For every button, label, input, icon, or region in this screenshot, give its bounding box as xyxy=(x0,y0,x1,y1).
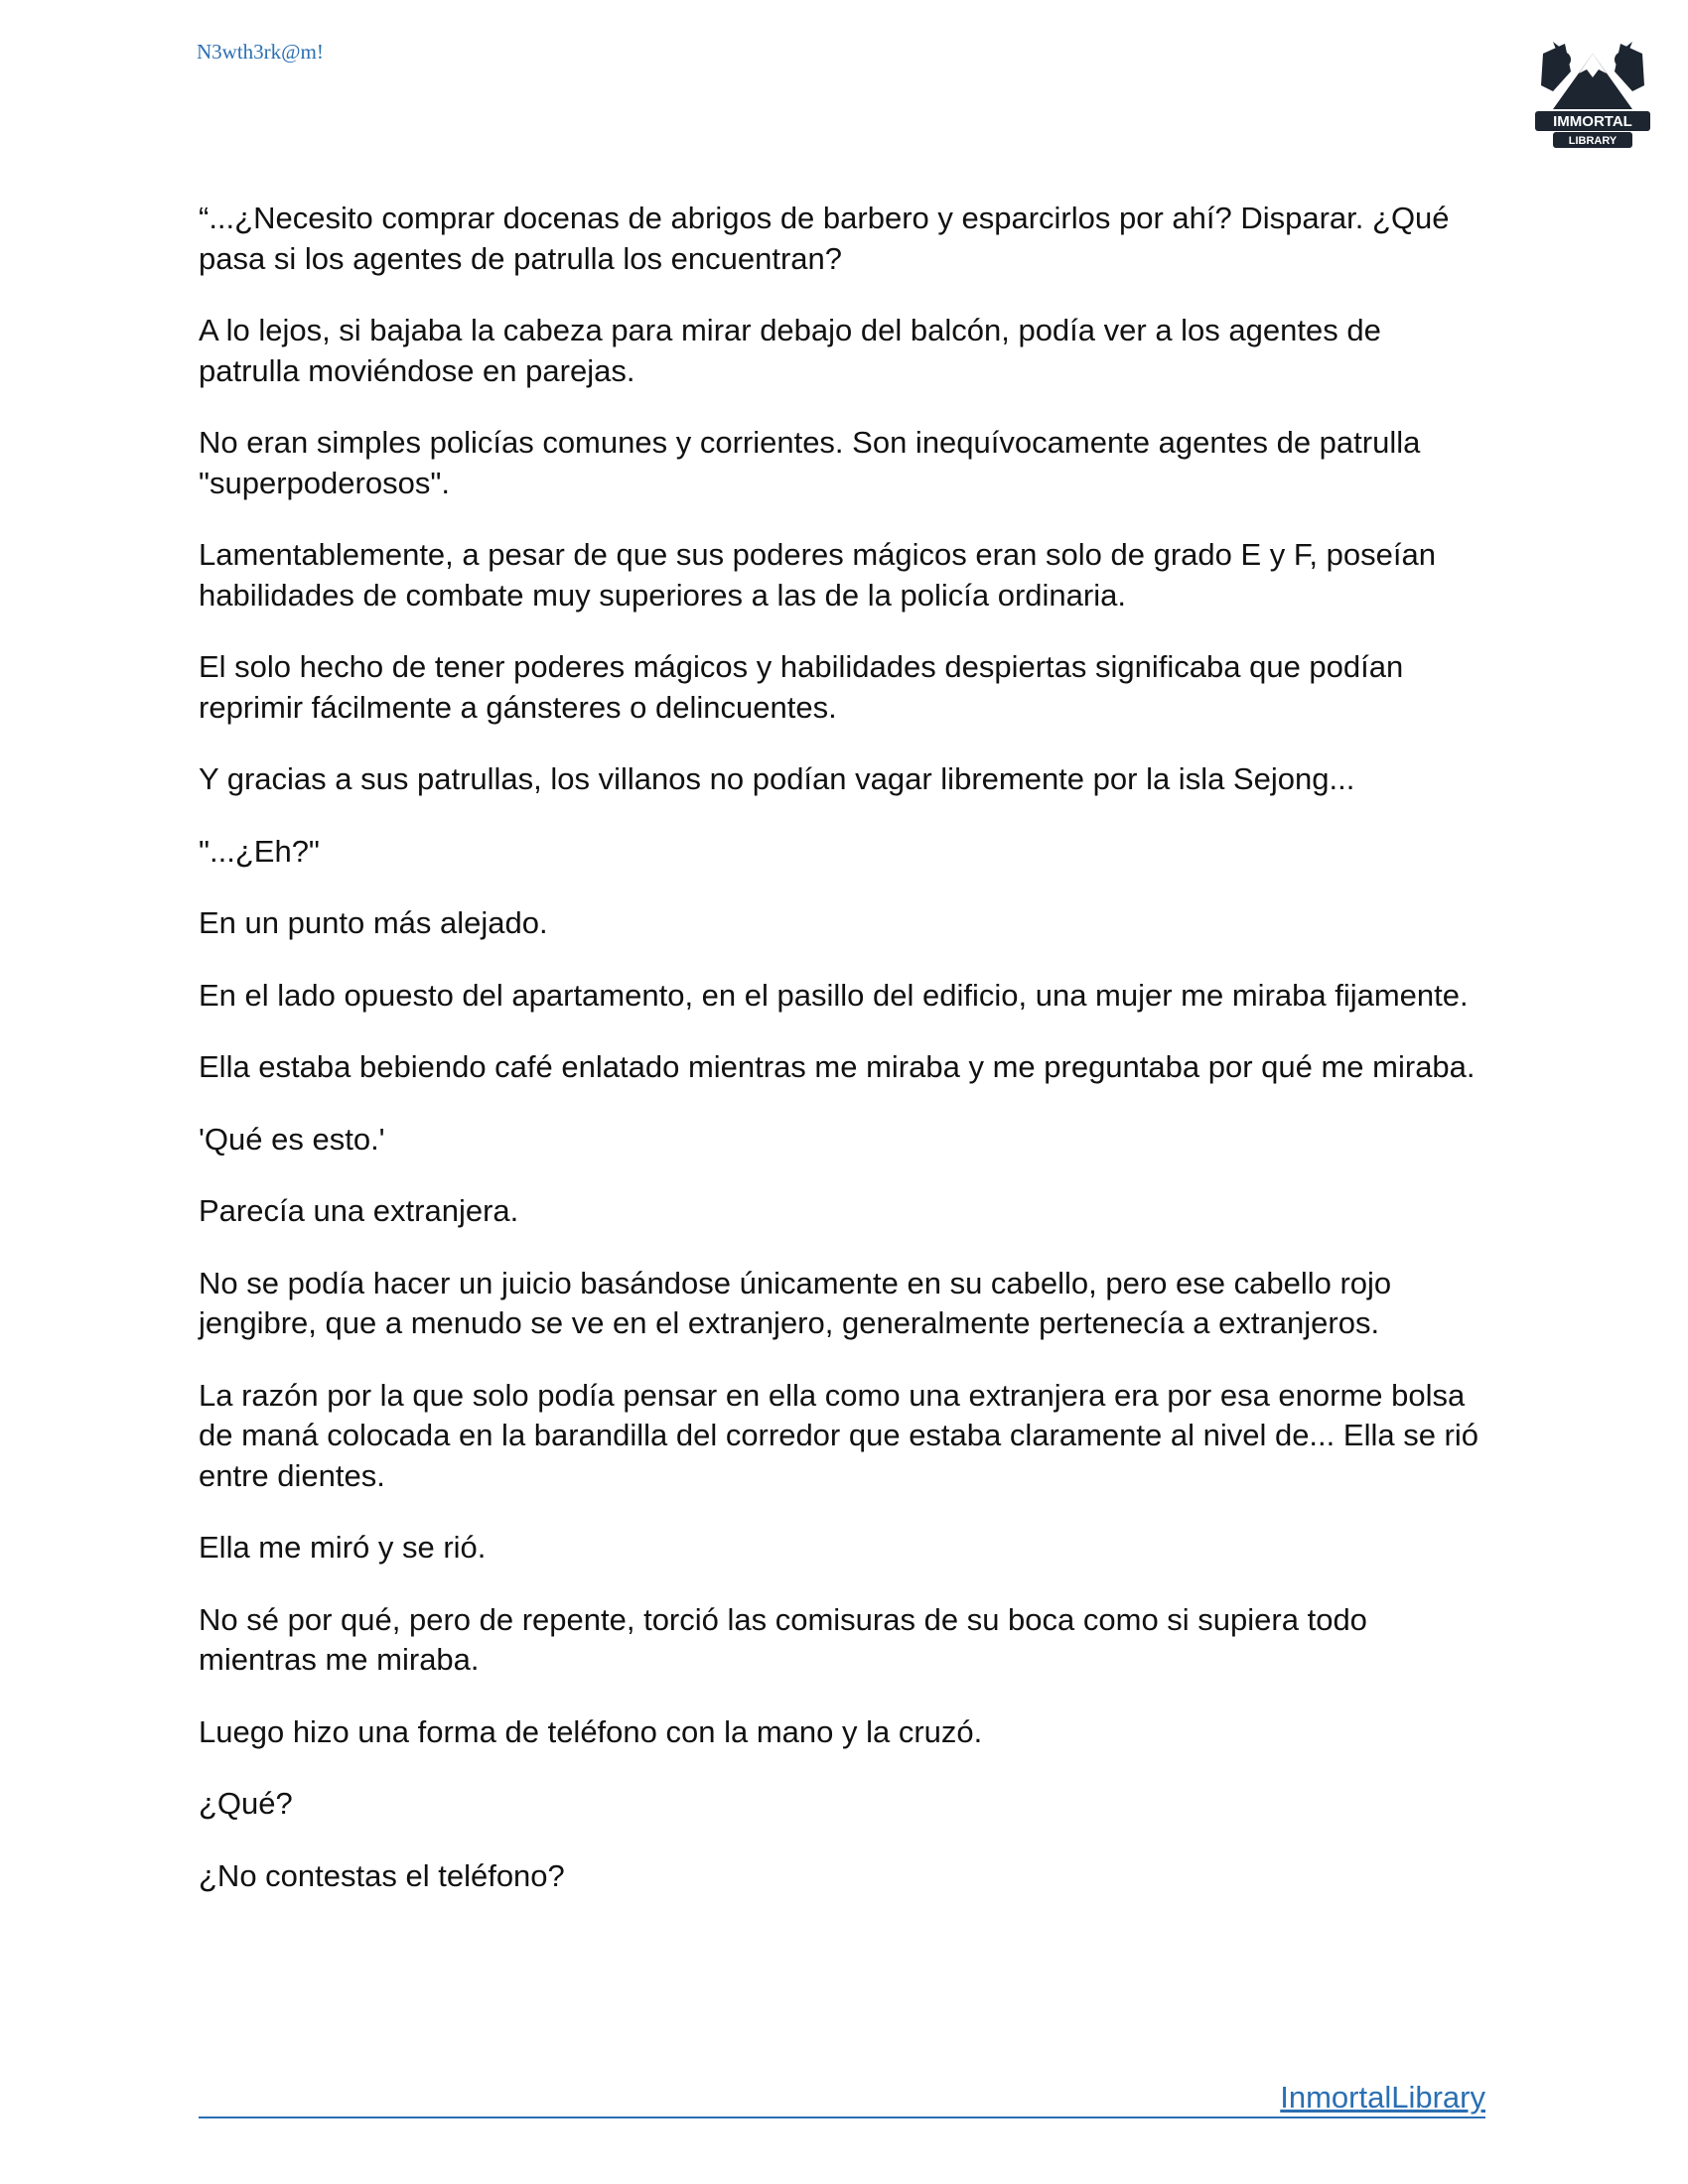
paragraph: No eran simples policías comunes y corrientes. Son inequívocamente agentes de patrulla "superpoderosos". xyxy=(199,425,1421,500)
paragraph: Luego hizo una forma de teléfono con la mano y la cruzó. xyxy=(199,1713,983,1749)
paragraph: ¿Qué? xyxy=(199,1786,293,1821)
immortal-library-logo xyxy=(1513,14,1672,173)
paragraph: A lo lejos, si bajaba la cabeza para mirar debajo del balcón, podía ver a los agentes de patrulla moviéndose en parejas. xyxy=(199,313,1381,388)
paragraph: ¿No contestas el teléfono? xyxy=(199,1857,565,1893)
dragon-emblem-icon xyxy=(1513,14,1672,173)
paragraph: Parecía una extranjera. xyxy=(199,1193,519,1228)
chapter-body xyxy=(199,199,1489,1928)
paragraph: No se podía hacer un juicio basándose únicamente en su cabello, pero ese cabello rojo jengibre, que a menudo se ve en el extranjero, generalmente pertenecía a extranjeros. xyxy=(199,1265,1392,1340)
paragraph: La razón por la que solo podía pensar en ella como una extranjera era por esa enorme bolsa de maná colocada en la barandilla del corredor que estaba claramente al nivel de... Ella se rió entre dientes. xyxy=(199,1377,1478,1493)
footer-library-link[interactable]: InmortalLibrary xyxy=(1280,2080,1485,2115)
paragraph: Lamentablemente, a pesar de que sus poderes mágicos eran solo de grado E y F, poseían habilidades de combate muy superiores a las de la policía ordinaria. xyxy=(199,537,1436,613)
paragraph: “...¿Necesito comprar docenas de abrigos de barbero y esparcirlos por ahí? Disparar. ¿Qué pasa si los agentes de patrulla los encuentran? xyxy=(199,201,1450,276)
paragraph: Ella estaba bebiendo café enlatado mientras me miraba y me preguntaba por qué me miraba. xyxy=(199,1049,1476,1084)
paragraph: "...¿Eh?" xyxy=(199,833,320,869)
logo-wordmark-bottom: LIBRARY xyxy=(1568,135,1618,147)
logo-wordmark-top: IMMORTAL xyxy=(1553,113,1632,130)
footer-rule xyxy=(199,2077,1485,2118)
page-header-author: N3wth3rk@m! xyxy=(197,40,324,64)
paragraph: Y gracias a sus patrullas, los villanos no podían vagar libremente por la isla Sejong... xyxy=(199,761,1355,796)
paragraph: En un punto más alejado. xyxy=(199,905,548,940)
paragraph: Ella me miró y se rió. xyxy=(199,1530,487,1565)
paragraph: En el lado opuesto del apartamento, en el pasillo del edificio, una mujer me miraba fijamente. xyxy=(199,977,1469,1013)
paragraph: El solo hecho de tener poderes mágicos y habilidades despiertas significaba que podían reprimir fácilmente a gánsteres o delincuentes. xyxy=(199,649,1404,725)
paragraph: 'Qué es esto.' xyxy=(199,1121,385,1157)
paragraph: No sé por qué, pero de repente, torció las comisuras de su boca como si supiera todo mientras me miraba. xyxy=(199,1601,1367,1677)
